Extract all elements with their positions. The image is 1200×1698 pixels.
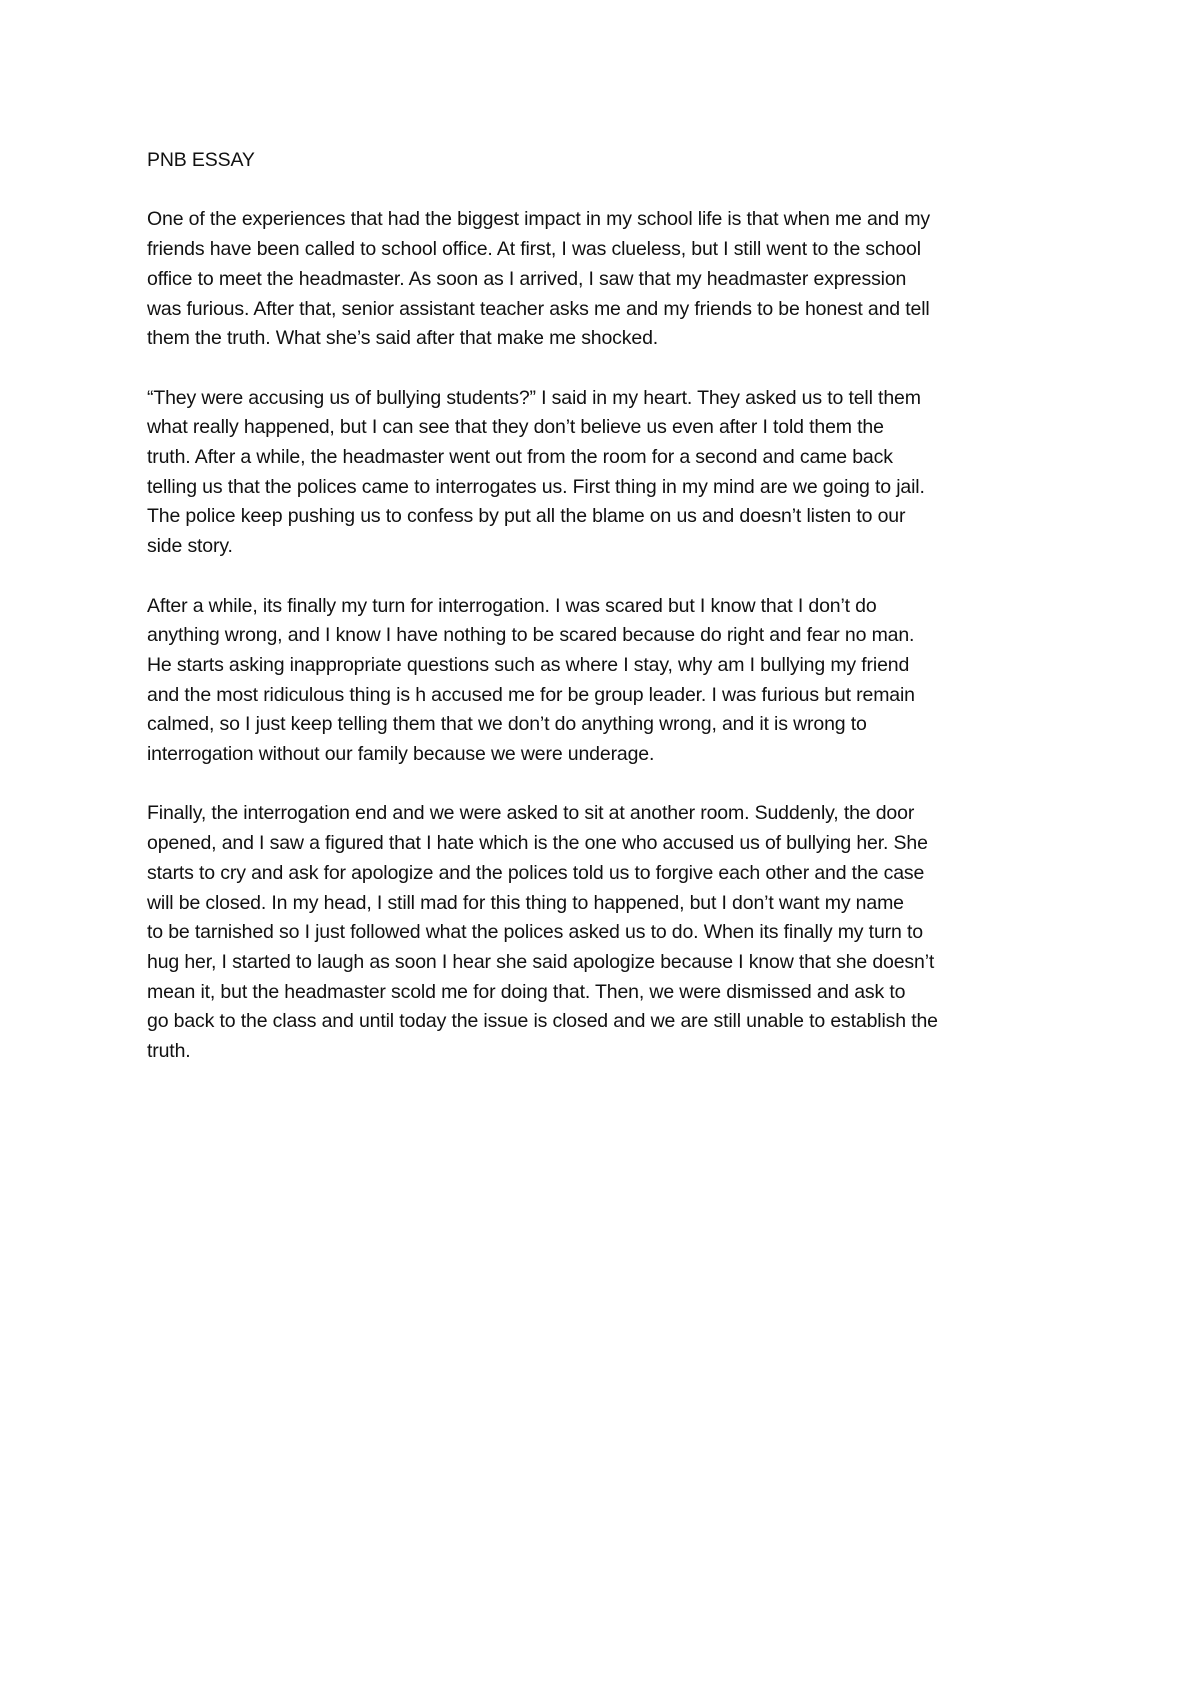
text-line: calmed, so I just keep telling them that we don’t do anything wrong, and it is wrong to xyxy=(147,713,867,736)
paragraph-2 xyxy=(147,384,1077,562)
text-line: office to meet the headmaster. As soon as I arrived, I saw that my headmaster expression xyxy=(147,267,907,290)
text-line: The police keep pushing us to confess by put all the blame on us and doesn’t listen to our xyxy=(147,505,906,528)
paragraph-4 xyxy=(147,799,1077,1066)
paragraph-3 xyxy=(147,592,1077,770)
text-line: “They were accusing us of bullying students?” I said in my heart. They asked us to tell them xyxy=(147,386,921,409)
text-line: opened, and I saw a figured that I hate which is the one who accused us of bullying her. She xyxy=(147,832,928,855)
text-line: hug her, I started to laugh as soon I hear she said apologize because I know that she doesn’t xyxy=(147,950,935,973)
text-line: telling us that the polices came to interrogates us. First thing in my mind are we going to jail. xyxy=(147,475,925,498)
text-line: friends have been called to school office. At first, I was clueless, but I still went to the school xyxy=(147,238,921,261)
text-line: interrogation without our family because we were underage. xyxy=(147,743,655,766)
text-line: truth. xyxy=(147,1040,191,1063)
text-line: He starts asking inappropriate questions such as where I stay, why am I bullying my friend xyxy=(147,653,910,676)
text-line: side story. xyxy=(147,535,233,558)
document-body xyxy=(147,146,1077,1096)
text-line: and the most ridiculous thing is h accused me for be group leader. I was furious but remain xyxy=(147,683,915,706)
text-line: go back to the class and until today the issue is closed and we are still unable to establish the xyxy=(147,1010,938,1033)
text-line: One of the experiences that had the biggest impact in my school life is that when me and my xyxy=(147,208,931,231)
text-line: what really happened, but I can see that they don’t believe us even after I told them the xyxy=(147,416,884,439)
text-line: starts to cry and ask for apologize and the polices told us to forgive each other and the case xyxy=(147,861,925,884)
paragraph-1 xyxy=(147,205,1077,354)
text-line: them the truth. What she’s said after that make me shocked. xyxy=(147,327,659,350)
document-title: PNB ESSAY xyxy=(147,149,255,171)
text-line: Finally, the interrogation end and we were asked to sit at another room. Suddenly, the door xyxy=(147,802,915,825)
text-line: will be closed. In my head, I still mad for this thing to happened, but I don’t want my name xyxy=(147,891,904,914)
text-line: to be tarnished so I just followed what the polices asked us to do. When its finally my turn to xyxy=(147,921,923,944)
text-line: truth. After a while, the headmaster went out from the room for a second and came back xyxy=(147,446,893,468)
text-line: After a while, its finally my turn for interrogation. I was scared but I know that I don’t do xyxy=(147,594,877,617)
text-line: was furious. After that, senior assistant teacher asks me and my friends to be honest and tell xyxy=(147,297,930,320)
text-line: anything wrong, and I know I have nothing to be scared because do right and fear no man. xyxy=(147,624,915,647)
text-line: mean it, but the headmaster scold me for doing that. Then, we were dismissed and ask to xyxy=(147,980,906,1003)
